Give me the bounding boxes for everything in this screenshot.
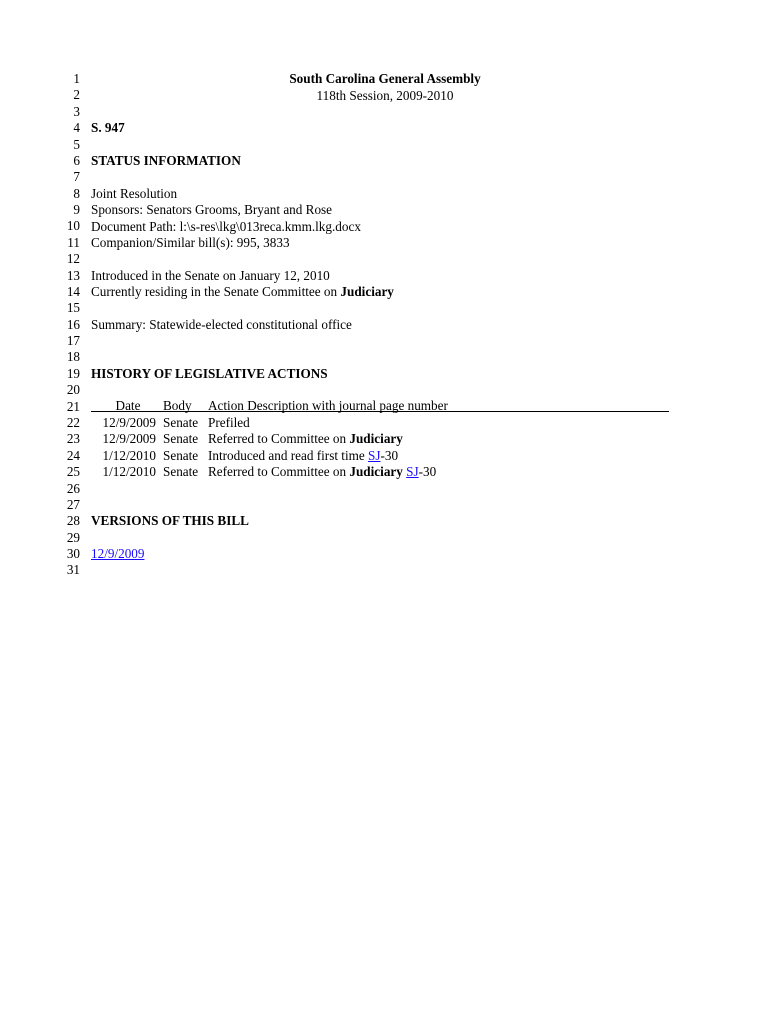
line-number: 31 (66, 562, 80, 578)
action-text: Referred to Committee on (208, 464, 350, 480)
line-number: 29 (66, 529, 80, 545)
committee-name: Judiciary (349, 464, 403, 480)
line-number: 28 (66, 513, 80, 529)
committee-name: Judiciary (340, 284, 394, 299)
committee-name: Judiciary (349, 431, 403, 447)
line-number: 27 (66, 496, 80, 512)
line-number: 20 (66, 382, 80, 398)
journal-link[interactable]: SJ (406, 464, 419, 480)
line-number: 30 (66, 546, 80, 562)
bill-type: Joint Resolution (91, 186, 178, 201)
line-number: 8 (73, 185, 80, 201)
line-number: 13 (66, 267, 80, 283)
document-title: South Carolina General Assembly (289, 71, 481, 86)
history-body: Senate (163, 415, 199, 430)
line-number: 25 (66, 464, 80, 480)
history-description (208, 448, 398, 464)
history-date: 12/9/2009 (102, 431, 156, 447)
line-number: 22 (66, 414, 80, 430)
line-number: 19 (66, 365, 80, 381)
line-number: 7 (73, 169, 80, 185)
journal-link[interactable]: SJ (368, 447, 381, 463)
col-date-header: Date (115, 398, 141, 413)
current-committee-prefix: Currently residing in the Senate Committee on (91, 284, 341, 299)
line-number: 9 (73, 202, 80, 218)
history-date: 1/12/2010 (102, 447, 156, 463)
history-body: Senate (163, 431, 199, 447)
sponsors: Sponsors: Senators Grooms, Bryant and Rose (91, 202, 333, 217)
col-body-header: Body (163, 398, 192, 413)
bill-number: S. 947 (91, 120, 125, 135)
status-heading: STATUS INFORMATION (91, 153, 241, 168)
journal-page: -30 (380, 447, 399, 463)
companion-bills: Companion/Similar bill(s): 995, 3833 (91, 235, 290, 250)
action-text: Introduced and read first time (208, 447, 369, 463)
history-description (208, 415, 250, 431)
line-number: 14 (66, 283, 80, 299)
line-number: 12 (66, 251, 80, 267)
document-path: Document Path: l:\s-res\lkg\013reca.kmm.lkg.docx (91, 219, 361, 234)
line-number: 3 (73, 103, 80, 119)
line-number: 18 (66, 349, 80, 365)
journal-page: -30 (418, 464, 437, 480)
line-number: 16 (66, 316, 80, 332)
line-number: 2 (73, 87, 80, 103)
line-number: 6 (73, 152, 80, 168)
version-entry (91, 546, 144, 562)
action-text: Prefiled (208, 415, 250, 430)
version-link[interactable]: 12/9/2009 (91, 546, 145, 561)
session-label: 118th Session, 2009-2010 (316, 88, 454, 103)
line-number: 5 (73, 136, 80, 152)
line-number: 10 (66, 218, 80, 234)
action-text: Referred to Committee on (208, 431, 350, 447)
line-number: 23 (66, 431, 80, 447)
summary: Summary: Statewide-elected constitutional office (91, 317, 352, 332)
line-number: 1 (73, 71, 80, 86)
line-number: 4 (73, 120, 80, 136)
history-description (208, 464, 436, 480)
line-number: 11 (67, 234, 80, 250)
history-date: 12/9/2009 (102, 415, 156, 430)
line-number: 21 (66, 398, 80, 414)
line-number: 15 (66, 300, 80, 316)
history-date: 1/12/2010 (102, 464, 156, 480)
col-desc-header: Action Description with journal page number (208, 398, 448, 413)
introduced-date: Introduced in the Senate on January 12, 2010 (91, 268, 330, 283)
current-committee (91, 284, 394, 300)
header-underline (91, 411, 669, 412)
line-number: 24 (66, 447, 80, 463)
versions-heading: VERSIONS OF THIS BILL (91, 513, 249, 528)
history-body: Senate (163, 464, 199, 480)
history-heading: HISTORY OF LEGISLATIVE ACTIONS (91, 366, 328, 381)
line-number: 26 (66, 480, 80, 496)
line-number: 17 (66, 333, 80, 349)
history-body: Senate (163, 447, 199, 463)
history-description (208, 431, 403, 447)
